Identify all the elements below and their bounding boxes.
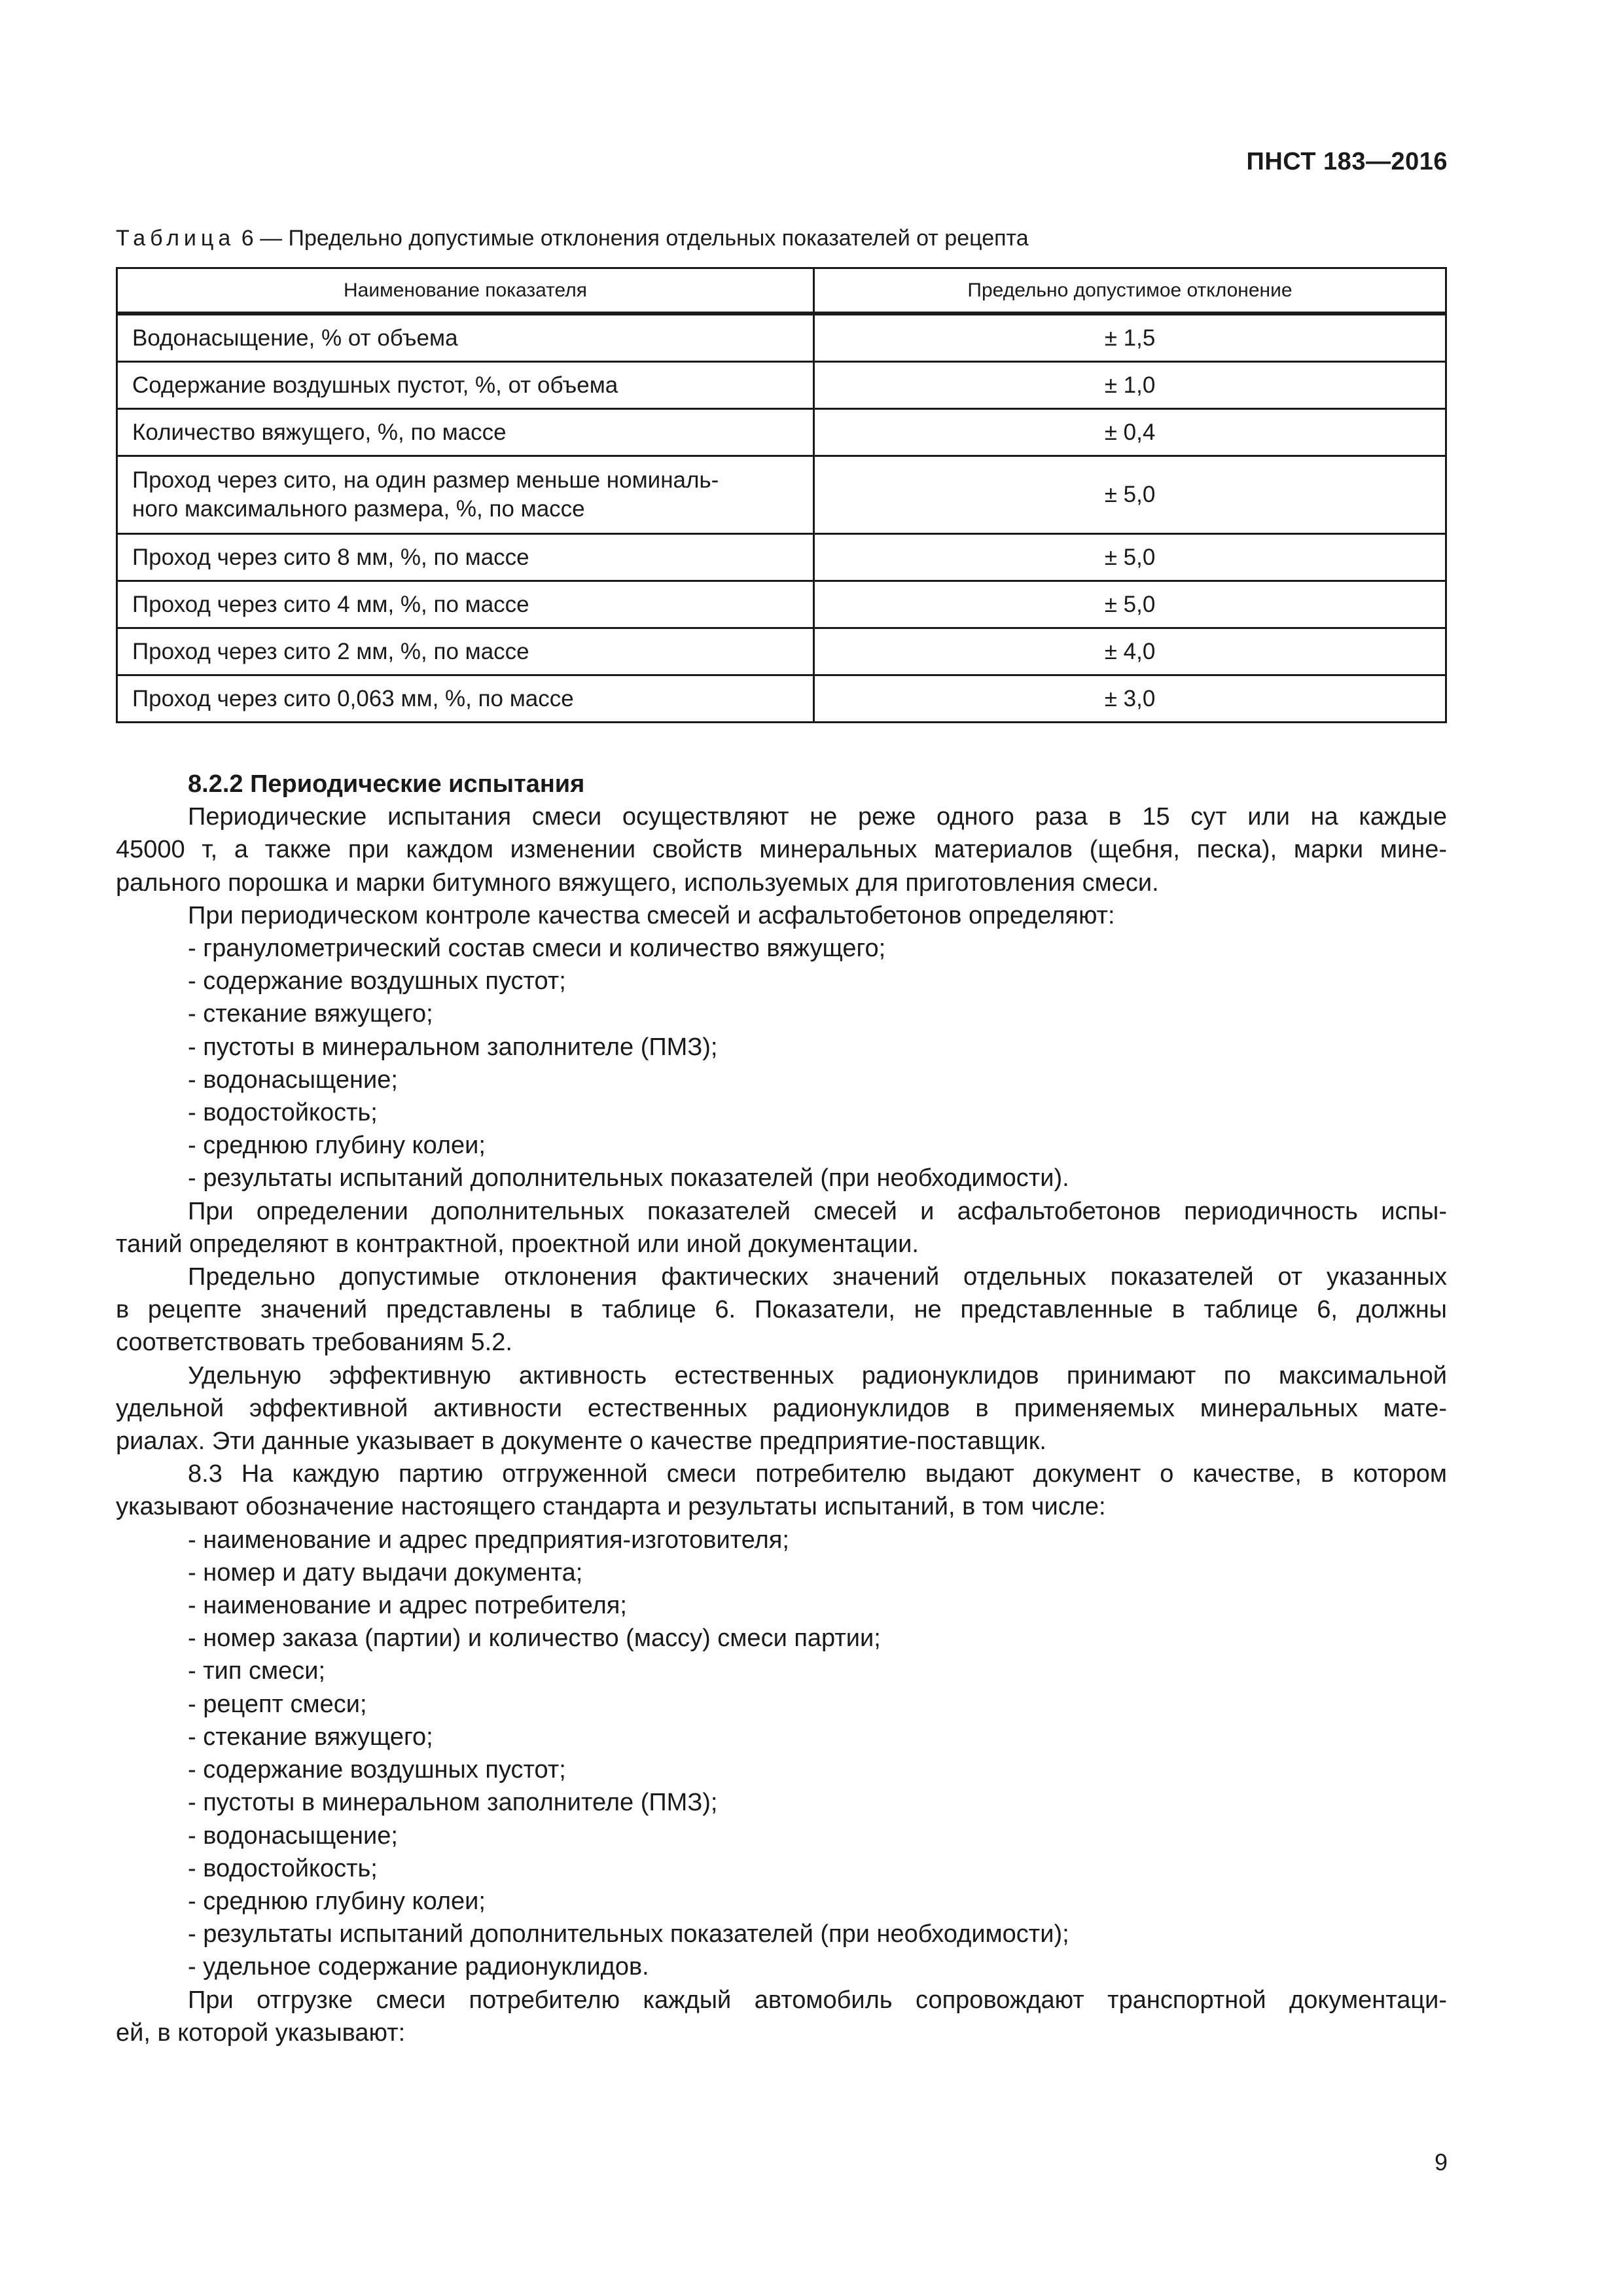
indicator-name-line: Проход через сито, на один размер меньше номиналь-	[132, 467, 719, 493]
paragraph-line: удельной эффективной активности естественных радионуклидов в применяемых минеральных мате-	[116, 1394, 1447, 1422]
paragraph-line: соответствовать требованиям 5.2.	[116, 1329, 512, 1357]
paragraph-line: 45000 т, а также при каждом изменении свойств минеральных материалов (щебня, песка), марки мине-	[116, 836, 1447, 864]
deviation-value: ± 5,0	[814, 534, 1446, 581]
table-row	[117, 362, 1446, 409]
paragraph-line: Периодические испытания смеси осуществляют не реже одного раза в 15 сут или на каждые	[188, 803, 1447, 831]
paragraph-line: ей, в которой указывают:	[116, 2018, 406, 2047]
deviation-value: ± 5,0	[814, 456, 1446, 534]
table-row	[117, 581, 1446, 628]
list-item: - водонасыщение;	[116, 1064, 1447, 1096]
list-item: - среднюю глубину колеи;	[116, 1885, 1447, 1918]
deviation-value: ± 4,0	[814, 628, 1446, 675]
list-item: - содержание воздушных пустот;	[116, 965, 1447, 997]
deviation-value: ± 3,0	[814, 675, 1446, 723]
indicator-name: Проход через сито 8 мм, %, по массе	[117, 534, 814, 581]
paragraph-line: Удельную эффективную активность естественных радионуклидов принимают по максимальной	[188, 1361, 1447, 1390]
section-heading-822: 8.2.2 Периодические испытания	[188, 770, 585, 798]
paragraph-line: рального порошка и марки битумного вяжущего, используемых для приготовления смеси.	[116, 869, 1159, 897]
column-header-indicator: Наименование показателя	[117, 268, 814, 314]
page-number: 9	[1434, 2149, 1448, 2176]
paragraph-line: риалах. Эти данные указывает в документе о качестве предприятие-поставщик.	[116, 1427, 1046, 1456]
table-header-row	[117, 268, 1446, 314]
list-item: - номер заказа (партии) и количество (массу) смеси партии;	[116, 1622, 1447, 1655]
table-row	[117, 409, 1446, 456]
table-caption-label: Таблица	[116, 226, 236, 251]
list-item: - результаты испытаний дополнительных показателей (при необходимости);	[116, 1918, 1447, 1950]
deviation-value: ± 5,0	[814, 581, 1446, 628]
table-row	[117, 456, 1446, 534]
column-header-deviation: Предельно допустимое отклонение	[814, 268, 1446, 314]
indicator-name	[117, 456, 814, 534]
paragraph: При периодическом контроле качества смесей и асфальтобетонов определяют:	[188, 901, 1115, 929]
document-code: ПНСТ 183—2016	[1246, 148, 1448, 175]
paragraph-line: указывают обозначение настоящего стандарта и результаты испытаний, в том числе:	[116, 1493, 1106, 1521]
list-item: - стекание вяжущего;	[116, 997, 1447, 1030]
paragraph-line: 8.3 На каждую партию отгруженной смеси потребителю выдают документ о качестве, в котором	[188, 1460, 1447, 1488]
list-item: - результаты испытаний дополнительных показателей (при необходимости).	[116, 1162, 1447, 1194]
list-item: - тип смеси;	[116, 1655, 1447, 1687]
deviation-value: ± 1,0	[814, 362, 1446, 409]
list-item: - водонасыщение;	[116, 1820, 1447, 1852]
list-item: - гранулометрический состав смеси и количество вяжущего;	[116, 932, 1447, 965]
paragraph-line: Предельно допустимые отклонения фактических значений отдельных показателей от указанных	[188, 1263, 1447, 1291]
quality-document-list	[116, 1524, 1447, 1984]
list-item: - рецепт смеси;	[116, 1688, 1447, 1721]
list-item: - среднюю глубину колеи;	[116, 1129, 1447, 1162]
indicator-name: Проход через сито 0,063 мм, %, по массе	[117, 675, 814, 723]
list-item: - пустоты в минеральном заполнителе (ПМЗ);	[116, 1786, 1447, 1819]
table-caption-title: 6 — Предельно допустимые отклонения отдельных показателей от рецепта	[235, 226, 1029, 251]
indicator-name: Содержание воздушных пустот, %, от объема	[117, 362, 814, 409]
paragraph-line: таний определяют в контрактной, проектной или иной документации.	[116, 1230, 919, 1258]
list-item: - удельное содержание радионуклидов.	[116, 1950, 1447, 1983]
list-item: - наименование и адрес предприятия-изготовителя;	[116, 1524, 1447, 1556]
periodic-tests-list	[116, 932, 1447, 1195]
paragraph-line: в рецепте значений представлены в таблице 6. Показатели, не представленные в таблице 6, должны	[116, 1296, 1447, 1324]
list-item: - водостойкость;	[116, 1852, 1447, 1885]
list-item: - стекание вяжущего;	[116, 1721, 1447, 1753]
paragraph-line: При определении дополнительных показателей смесей и асфальтобетонов периодичность испы-	[188, 1197, 1447, 1225]
list-item: - наименование и адрес потребителя;	[116, 1589, 1447, 1622]
indicator-name-line: ного максимального размера, %, по массе	[132, 496, 585, 522]
table-row	[117, 534, 1446, 581]
table-caption	[116, 226, 1029, 251]
indicator-name: Проход через сито 4 мм, %, по массе	[117, 581, 814, 628]
list-item: - номер и дату выдачи документа;	[116, 1556, 1447, 1589]
table-row	[117, 314, 1446, 362]
list-item: - содержание воздушных пустот;	[116, 1753, 1447, 1786]
list-item: - пустоты в минеральном заполнителе (ПМЗ);	[116, 1031, 1447, 1064]
indicator-name: Водонасыщение, % от объема	[117, 314, 814, 362]
list-item: - водостойкость;	[116, 1096, 1447, 1129]
deviation-value: ± 1,5	[814, 314, 1446, 362]
paragraph-line: При отгрузке смеси потребителю каждый автомобиль сопровождают транспортной документаци-	[188, 1986, 1447, 2014]
indicator-name: Проход через сито 2 мм, %, по массе	[117, 628, 814, 675]
deviation-value: ± 0,4	[814, 409, 1446, 456]
table-row	[117, 628, 1446, 675]
indicator-name: Количество вяжущего, %, по массе	[117, 409, 814, 456]
body-text	[116, 768, 1447, 2049]
deviations-table	[116, 267, 1447, 723]
table-row	[117, 675, 1446, 723]
